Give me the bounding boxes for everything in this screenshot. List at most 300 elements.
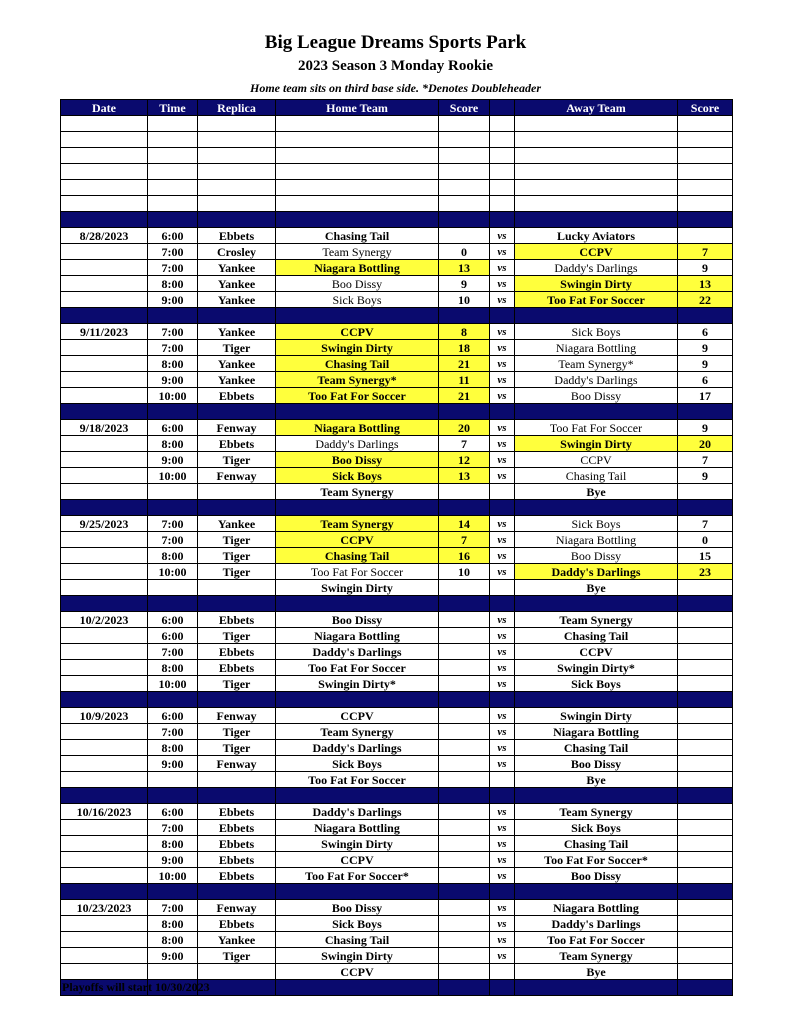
vs-cell: vs [490,644,515,660]
date-cell [61,868,148,884]
game-row [61,292,733,308]
game-row [61,852,733,868]
blank-cell [515,116,678,132]
vs-cell: vs [490,564,515,580]
home-team-cell: Too Fat For Soccer [276,660,439,676]
home-team-cell: Sick Boys [276,292,439,308]
blank-row [61,196,733,212]
away-score-cell: 7 [678,516,733,532]
home-score-cell [439,964,490,980]
playoffs-note: Playoffs will start 10/30/2023 [62,980,210,994]
separator-cell [490,212,515,228]
time-cell: 7:00 [148,644,198,660]
replica-cell [198,964,276,980]
time-cell: 7:00 [148,340,198,356]
game-row [61,772,733,788]
replica-cell: Tiger [198,740,276,756]
game-row [61,916,733,932]
date-cell [61,564,148,580]
week-separator [61,884,733,900]
home-score-cell: 9 [439,276,490,292]
home-score-cell: 0 [439,244,490,260]
game-row [61,468,733,484]
separator-cell [198,884,276,900]
vs-cell: vs [490,948,515,964]
separator-cell [439,692,490,708]
vs-cell: vs [490,388,515,404]
vs-cell: vs [490,676,515,692]
home-score-cell [439,932,490,948]
away-team-cell: Daddy's Darlings [515,564,678,580]
home-score-cell: 18 [439,340,490,356]
date-cell [61,388,148,404]
vs-cell: vs [490,372,515,388]
away-team-cell: Chasing Tail [515,628,678,644]
home-score-cell: 8 [439,324,490,340]
date-cell [61,772,148,788]
away-score-cell [678,708,733,724]
replica-cell: Yankee [198,324,276,340]
replica-cell: Ebbets [198,612,276,628]
away-team-cell: Bye [515,580,678,596]
home-team-cell: Boo Dissy [276,900,439,916]
home-team-cell: Too Fat For Soccer [276,772,439,788]
replica-cell: Ebbets [198,868,276,884]
vs-cell [490,484,515,500]
game-row [61,820,733,836]
game-row [61,932,733,948]
home-team-cell: Chasing Tail [276,228,439,244]
away-score-cell: 17 [678,388,733,404]
home-team-cell: CCPV [276,852,439,868]
vs-cell: vs [490,740,515,756]
game-row [61,324,733,340]
blank-cell [148,132,198,148]
blank-cell [678,148,733,164]
blank-cell [148,196,198,212]
time-cell: 6:00 [148,804,198,820]
blank-cell [148,116,198,132]
home-score-cell [439,916,490,932]
blank-row [61,180,733,196]
away-score-cell [678,868,733,884]
replica-cell: Ebbets [198,228,276,244]
separator-cell [515,308,678,324]
date-cell [61,372,148,388]
col-away-team: Away Team [515,100,678,116]
vs-cell: vs [490,244,515,260]
date-cell: 10/2/2023 [61,612,148,628]
vs-cell: vs [490,852,515,868]
date-cell [61,916,148,932]
page-subtitle: 2023 Season 3 Monday Rookie [297,58,494,74]
home-score-cell: 11 [439,372,490,388]
game-row [61,484,733,500]
separator-cell [515,500,678,516]
col-time: Time [148,100,198,116]
time-cell: 7:00 [148,260,198,276]
week-separator [61,692,733,708]
blank-cell [490,148,515,164]
away-score-cell [678,612,733,628]
time-cell: 10:00 [148,564,198,580]
separator-cell [490,404,515,420]
time-cell [148,484,198,500]
time-cell: 8:00 [148,436,198,452]
away-score-cell: 7 [678,452,733,468]
separator-cell [198,212,276,228]
home-score-cell [439,580,490,596]
separator-cell [439,884,490,900]
away-team-cell: Daddy's Darlings [515,372,678,388]
replica-cell: Tiger [198,564,276,580]
separator-cell [490,980,515,996]
separator-cell [61,404,148,420]
separator-cell [515,692,678,708]
separator-cell [198,596,276,612]
blank-cell [198,148,276,164]
blank-cell [61,164,148,180]
game-row [61,900,733,916]
vs-cell: vs [490,356,515,372]
vs-cell: vs [490,452,515,468]
game-row [61,868,733,884]
date-cell [61,340,148,356]
game-row [61,676,733,692]
home-team-cell: CCPV [276,964,439,980]
time-cell: 9:00 [148,852,198,868]
replica-cell: Tiger [198,948,276,964]
date-cell: 10/23/2023 [61,900,148,916]
home-score-cell [439,900,490,916]
away-team-cell: Bye [515,772,678,788]
replica-cell: Tiger [198,532,276,548]
blank-cell [678,164,733,180]
blank-row [61,116,733,132]
separator-cell [490,500,515,516]
away-score-cell [678,676,733,692]
away-team-cell: Boo Dissy [515,548,678,564]
away-score-cell: 13 [678,276,733,292]
away-team-cell: Sick Boys [515,820,678,836]
separator-cell [439,980,490,996]
vs-cell: vs [490,260,515,276]
home-team-cell: Swingin Dirty [276,836,439,852]
away-score-cell [678,628,733,644]
away-score-cell [678,644,733,660]
header-row [61,100,733,116]
time-cell: 9:00 [148,756,198,772]
blank-cell [148,180,198,196]
separator-cell [148,308,198,324]
separator-cell [515,980,678,996]
home-team-cell: Boo Dissy [276,276,439,292]
game-row [61,612,733,628]
vs-cell [490,964,515,980]
away-team-cell: Daddy's Darlings [515,260,678,276]
blank-cell [276,132,439,148]
blank-cell [276,148,439,164]
away-score-cell: 0 [678,532,733,548]
blank-cell [490,164,515,180]
home-team-cell: CCPV [276,532,439,548]
separator-cell [515,788,678,804]
vs-cell: vs [490,724,515,740]
home-team-cell: Daddy's Darlings [276,644,439,660]
away-score-cell: 7 [678,244,733,260]
blank-cell [490,196,515,212]
away-score-cell [678,836,733,852]
time-cell: 8:00 [148,836,198,852]
away-team-cell: CCPV [515,452,678,468]
week-separator [61,596,733,612]
game-row [61,420,733,436]
separator-cell [678,308,733,324]
blank-cell [198,116,276,132]
replica-cell [198,772,276,788]
away-score-cell [678,820,733,836]
replica-cell: Tiger [198,676,276,692]
home-team-cell: Team Synergy* [276,372,439,388]
replica-cell: Tiger [198,628,276,644]
time-cell: 7:00 [148,244,198,260]
time-cell: 7:00 [148,532,198,548]
separator-cell [61,692,148,708]
separator-cell [276,404,439,420]
away-score-cell [678,228,733,244]
away-score-cell [678,580,733,596]
home-score-cell [439,772,490,788]
game-row [61,628,733,644]
time-cell: 6:00 [148,228,198,244]
blank-cell [61,180,148,196]
date-cell: 9/11/2023 [61,324,148,340]
time-cell: 8:00 [148,740,198,756]
col-replica: Replica [198,100,276,116]
date-cell [61,580,148,596]
game-row [61,804,733,820]
replica-cell: Tiger [198,452,276,468]
away-team-cell: Too Fat For Soccer [515,932,678,948]
separator-cell [678,596,733,612]
vs-cell: vs [490,804,515,820]
away-team-cell: Chasing Tail [515,468,678,484]
vs-cell: vs [490,932,515,948]
date-cell [61,468,148,484]
replica-cell: Ebbets [198,436,276,452]
blank-row [61,164,733,180]
blank-cell [678,132,733,148]
home-team-cell: Daddy's Darlings [276,436,439,452]
away-score-cell: 6 [678,324,733,340]
separator-cell [439,308,490,324]
blank-cell [148,148,198,164]
replica-cell: Yankee [198,372,276,388]
date-cell [61,932,148,948]
home-team-cell: Sick Boys [276,756,439,772]
home-team-cell: Too Fat For Soccer [276,564,439,580]
away-team-cell: Chasing Tail [515,740,678,756]
away-score-cell: 9 [678,468,733,484]
blank-cell [198,196,276,212]
game-row [61,948,733,964]
separator-cell [490,596,515,612]
home-team-cell: Niagara Bottling [276,820,439,836]
blank-cell [276,196,439,212]
home-score-cell [439,628,490,644]
date-cell [61,676,148,692]
home-score-cell [439,676,490,692]
date-cell [61,244,148,260]
home-team-cell: Sick Boys [276,916,439,932]
date-cell [61,724,148,740]
date-cell: 10/9/2023 [61,708,148,724]
blank-cell [515,148,678,164]
separator-cell [490,308,515,324]
separator-cell [148,404,198,420]
replica-cell [198,484,276,500]
blank-cell [439,148,490,164]
time-cell: 10:00 [148,388,198,404]
away-team-cell: Too Fat For Soccer [515,292,678,308]
separator-cell [678,884,733,900]
replica-cell: Ebbets [198,644,276,660]
separator-cell [490,788,515,804]
blank-cell [198,164,276,180]
separator-cell [276,596,439,612]
home-team-cell: CCPV [276,324,439,340]
separator-cell [148,500,198,516]
date-cell [61,484,148,500]
replica-cell: Fenway [198,468,276,484]
game-row [61,372,733,388]
date-cell [61,836,148,852]
blank-cell [439,164,490,180]
separator-cell [678,500,733,516]
col-home-team: Home Team [276,100,439,116]
date-cell [61,660,148,676]
blank-cell [515,196,678,212]
home-team-cell: Daddy's Darlings [276,804,439,820]
home-score-cell [439,708,490,724]
time-cell: 10:00 [148,868,198,884]
separator-cell [678,692,733,708]
separator-cell [198,500,276,516]
home-score-cell [439,484,490,500]
game-row [61,548,733,564]
blank-row [61,148,733,164]
home-team-cell: Chasing Tail [276,548,439,564]
time-cell: 7:00 [148,724,198,740]
replica-cell: Ebbets [198,852,276,868]
replica-cell: Yankee [198,932,276,948]
replica-cell: Ebbets [198,836,276,852]
vs-cell: vs [490,820,515,836]
date-cell [61,292,148,308]
away-team-cell: Sick Boys [515,324,678,340]
separator-cell [148,212,198,228]
replica-cell: Yankee [198,516,276,532]
separator-cell [439,500,490,516]
home-score-cell [439,868,490,884]
blank-cell [276,164,439,180]
away-score-cell: 23 [678,564,733,580]
week-separator [61,308,733,324]
away-score-cell [678,756,733,772]
game-row [61,516,733,532]
time-cell [148,580,198,596]
blank-cell [515,164,678,180]
separator-cell [490,692,515,708]
vs-cell: vs [490,340,515,356]
game-row [61,740,733,756]
time-cell: 9:00 [148,452,198,468]
replica-cell: Yankee [198,260,276,276]
vs-cell: vs [490,420,515,436]
home-score-cell [439,612,490,628]
away-score-cell [678,660,733,676]
separator-cell [276,788,439,804]
date-cell [61,260,148,276]
page-title: Big League Dreams Sports Park [264,32,527,53]
separator-cell [439,596,490,612]
home-team-cell: Niagara Bottling [276,260,439,276]
blank-cell [198,180,276,196]
week-separator [61,404,733,420]
replica-cell: Yankee [198,276,276,292]
away-team-cell: Team Synergy [515,612,678,628]
game-row [61,356,733,372]
home-team-cell: Team Synergy [276,516,439,532]
separator-cell [678,788,733,804]
game-row [61,580,733,596]
home-score-cell: 7 [439,532,490,548]
blank-cell [61,196,148,212]
away-score-cell: 9 [678,340,733,356]
col-away-score: Score [678,100,733,116]
replica-cell: Ebbets [198,660,276,676]
vs-cell: vs [490,468,515,484]
away-score-cell: 9 [678,420,733,436]
separator-cell [439,788,490,804]
separator-cell [61,596,148,612]
separator-cell [61,884,148,900]
time-cell: 8:00 [148,548,198,564]
vs-cell: vs [490,516,515,532]
away-team-cell: Niagara Bottling [515,724,678,740]
game-row [61,708,733,724]
replica-cell: Fenway [198,708,276,724]
date-cell [61,356,148,372]
date-cell [61,964,148,980]
blank-cell [490,180,515,196]
separator-cell [148,596,198,612]
home-team-cell: Daddy's Darlings [276,740,439,756]
replica-cell: Fenway [198,756,276,772]
home-score-cell [439,852,490,868]
away-team-cell: Boo Dissy [515,868,678,884]
away-score-cell [678,724,733,740]
time-cell: 10:00 [148,676,198,692]
separator-cell [198,692,276,708]
vs-cell [490,580,515,596]
time-cell: 8:00 [148,932,198,948]
game-row [61,724,733,740]
date-cell [61,548,148,564]
home-team-cell: Swingin Dirty [276,580,439,596]
time-cell [148,964,198,980]
schedule-note: Home team sits on third base side. *Denotes Doubleheader [250,81,541,95]
